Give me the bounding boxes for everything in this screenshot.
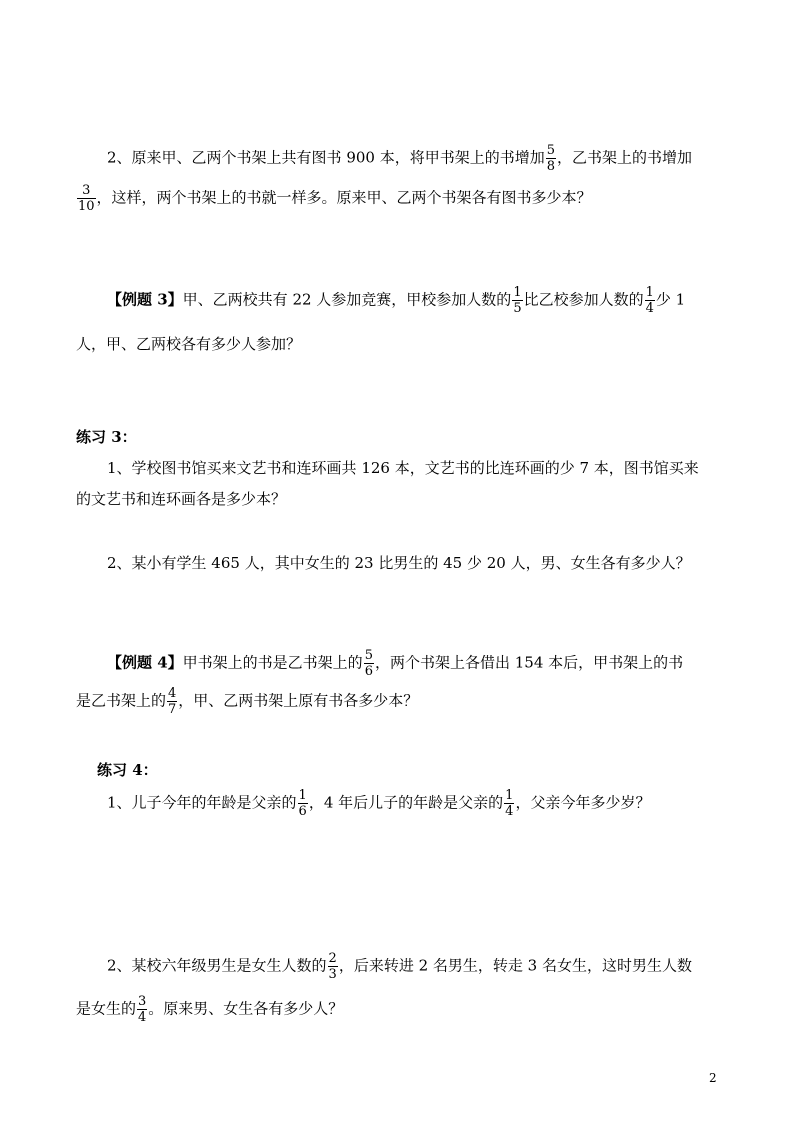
practice-4-heading: 练习 4：	[97, 761, 158, 779]
practice-4-q1	[107, 788, 650, 819]
practice-4-q1-text-b: ，4 年后儿子的年龄是父亲的	[308, 793, 504, 812]
problem-2-line-2	[76, 183, 592, 214]
example-4-text-c: 是乙书架上的	[76, 691, 167, 710]
example-4-line-1	[107, 648, 683, 679]
example-3-text-c: 少 1	[655, 290, 686, 309]
problem-2-text-b: ，乙书架上的书增加	[557, 148, 693, 167]
example-4-line-2	[76, 686, 418, 717]
example-3-line-1	[107, 285, 685, 316]
practice-4-q2-text-b: ，后来转进 2 名男生，转走 3 名女生，这时男生人数	[338, 956, 692, 975]
example-3-text-b: 比乙校参加人数的	[523, 290, 644, 309]
example-4-text-a: 甲书架上的书是乙书架上的	[182, 653, 363, 672]
practice-3-q1-line-1: 1、学校图书馆买来文艺书和连环画共 126 本，文艺书的比连环画的少 7 本，图书馆买来	[107, 459, 699, 477]
practice-3-heading: 练习 3：	[76, 428, 137, 446]
fraction-3-10: $\frac{3}{10}$	[78, 183, 95, 214]
practice-4-q2-text-c: 是女生的	[76, 999, 137, 1018]
practice-3-q2: 2、某小有学生 465 人，其中女生的 23 比男生的 45 少 20 人，男、女生各有多少人？	[107, 554, 691, 572]
practice-4-q2-text-a: 2、某校六年级男生是女生人数的	[107, 956, 327, 975]
fraction-4-7: $\frac{4}{7}$	[168, 686, 177, 717]
practice-4-q1-text-a: 1、儿子今年的年龄是父亲的	[107, 793, 297, 812]
problem-2-line-1	[107, 143, 692, 174]
fraction-5-8: $\frac{5}{8}$	[546, 143, 555, 174]
problem-2-text-a: 2、原来甲、乙两个书架上共有图书 900 本，将甲书架上的书增加	[107, 148, 545, 167]
practice-4-q2-line-1	[107, 951, 692, 982]
problem-2-text-c: ，这样，两个书架上的书就一样多。原来甲、乙两个书架各有图书多少本？	[96, 188, 592, 207]
example-4-text-b: ，两个书架上各借出 154 本后，甲书架上的书	[374, 653, 684, 672]
page-number: 2	[709, 1071, 717, 1085]
example-4-text-d: ，甲、乙两书架上原有书各多少本？	[178, 691, 419, 710]
example-3-line-2: 人，甲、乙两校各有多少人参加？	[76, 335, 302, 353]
practice-3-q1-line-2: 的文艺书和连环画各是多少本？	[76, 490, 287, 508]
fraction-2-3: $\frac{2}{3}$	[328, 951, 337, 982]
practice-4-q2-text-d: 。原来男、女生各有多少人？	[148, 999, 344, 1018]
fraction-3-4: $\frac{3}{4}$	[138, 994, 147, 1025]
example-3-text-a: 甲、乙两校共有 22 人参加竞赛，甲校参加人数的	[182, 290, 512, 309]
example-3-label: 【例题 3】	[107, 290, 183, 309]
fraction-1-4-b: $\frac{1}{4}$	[505, 788, 514, 819]
practice-4-q1-text-c: ，父亲今年多少岁？	[515, 793, 651, 812]
fraction-1-6: $\frac{1}{6}$	[298, 788, 307, 819]
fraction-5-6: $\frac{5}{6}$	[364, 648, 373, 679]
practice-4-q2-line-2	[76, 994, 343, 1025]
example-4-label: 【例题 4】	[107, 653, 183, 672]
fraction-1-5: $\frac{1}{5}$	[513, 285, 522, 316]
fraction-1-4: $\frac{1}{4}$	[645, 285, 654, 316]
